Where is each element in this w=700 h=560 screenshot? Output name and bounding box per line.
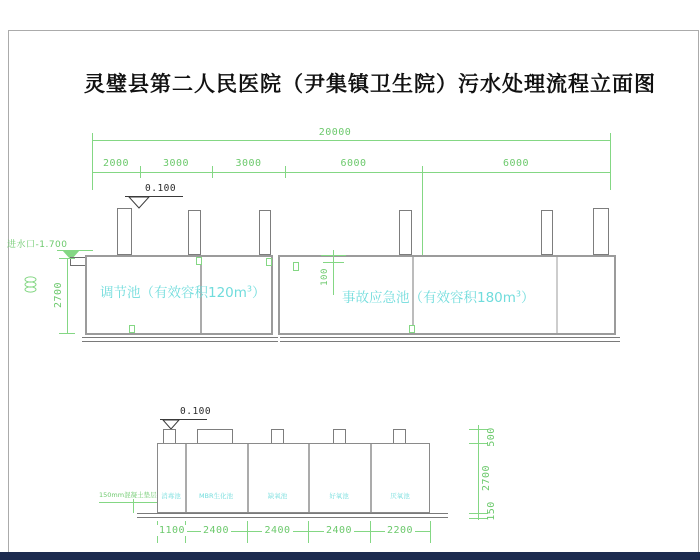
right-dim-text: 500 <box>486 427 497 447</box>
vent-stub <box>117 208 132 255</box>
segment-dim-text: 3000 <box>235 158 262 169</box>
vent-stub <box>399 210 412 255</box>
dim-tick <box>323 262 344 263</box>
depth-dim-text: 2700 <box>53 281 64 309</box>
regulating-tank-label <box>100 281 266 301</box>
vent-stub <box>541 210 553 255</box>
drawing-title: 灵璧县第二人民医院（尹集镇卫生院）污水处理流程立面图 <box>84 72 656 96</box>
cell-dim-value: 2400 <box>202 525 230 536</box>
wall-opening <box>266 258 272 266</box>
vent-stub <box>271 429 284 444</box>
tank-partition-wall <box>556 257 558 333</box>
dim-extension-line <box>422 178 423 255</box>
tank-label-text: 调节池（有效容积120m <box>100 285 247 301</box>
dim-tick <box>430 521 431 543</box>
frame-left-border <box>8 30 9 552</box>
tank-label-text: ） <box>521 290 535 306</box>
emergency-tank-label <box>342 286 535 306</box>
segment-dim-text: 2000 <box>102 158 130 169</box>
cell-dim-text <box>247 525 308 536</box>
level-marker-text: 0.100 <box>145 183 177 194</box>
vent-stub <box>393 429 406 444</box>
wall-opening <box>293 262 299 271</box>
cell-name: 厌氧池 <box>390 492 410 500</box>
tank-label-sup: 3 <box>246 284 253 294</box>
tank-base-slab <box>82 337 278 342</box>
vent-stub <box>163 429 176 444</box>
cell-dim-value: 2200 <box>386 525 414 536</box>
overall-dim-text: 20000 <box>318 127 352 138</box>
tank-base-slab <box>280 337 620 342</box>
frame-right-border <box>698 30 699 552</box>
spring-symbol-icon <box>24 276 37 293</box>
wall-opening <box>196 257 202 265</box>
tank-label-text: ） <box>252 285 266 301</box>
bottom-navy-bar <box>0 552 700 560</box>
base-note-text: 150mm混凝土垫层 <box>99 490 157 503</box>
segment-dim-line <box>92 172 610 173</box>
cell-dim-text <box>157 525 185 536</box>
cell-name: 缺氧池 <box>267 492 288 500</box>
cell-partition-wall <box>370 444 372 512</box>
segment-dim-text: 6000 <box>340 158 367 169</box>
dim-tick <box>59 258 75 259</box>
cell-name: MBR生化池 <box>198 492 234 500</box>
dim-extension-line <box>610 133 611 190</box>
cell-partition-wall <box>308 444 310 512</box>
frame-top-border <box>8 30 699 31</box>
level-marker-text: 0.100 <box>180 406 212 417</box>
wall-opening <box>409 325 415 333</box>
overall-dim-line <box>92 140 610 141</box>
dim-tick <box>610 166 611 178</box>
note-leader-line <box>133 499 134 513</box>
dim-tick <box>59 333 75 334</box>
right-dim-line <box>478 425 479 520</box>
right-dim-text: 150 <box>486 501 497 521</box>
cell-dim-text <box>370 525 430 536</box>
inlet-label: 进水口-1.700 <box>7 240 68 250</box>
wall-opening <box>129 325 135 333</box>
right-dim-text: 2700 <box>481 464 492 492</box>
segment-dim-text: 3000 <box>162 158 190 169</box>
vent-stub <box>333 429 346 444</box>
depth-dim-line <box>67 258 68 333</box>
vent-stub <box>188 210 201 255</box>
cell-dim-value: 2400 <box>264 525 291 536</box>
cell-partition-wall <box>185 444 187 512</box>
cell-name: 好氧池 <box>329 492 349 500</box>
cell-dim-value: 2400 <box>325 525 353 536</box>
cell-dim-text <box>185 525 247 536</box>
vent-stub <box>197 429 233 444</box>
dim-tick <box>321 255 346 256</box>
cell-dim-text <box>308 525 370 536</box>
treatment-tank-row-outline <box>157 443 430 513</box>
base-slab <box>137 513 448 518</box>
segment-dim-text: 6000 <box>502 158 530 169</box>
cell-name: 消毒池 <box>161 492 181 500</box>
gap-dim-line <box>333 250 334 295</box>
gap-dim-text: 100 <box>320 268 330 286</box>
tank-label-text: 事故应急池（有效容积180m <box>342 290 516 306</box>
tank-label-sup: 3 <box>515 289 522 299</box>
cell-partition-wall <box>247 444 249 512</box>
vent-stub <box>259 210 271 255</box>
vent-stub <box>593 208 609 255</box>
cell-dim-value: 1100 <box>159 525 186 536</box>
